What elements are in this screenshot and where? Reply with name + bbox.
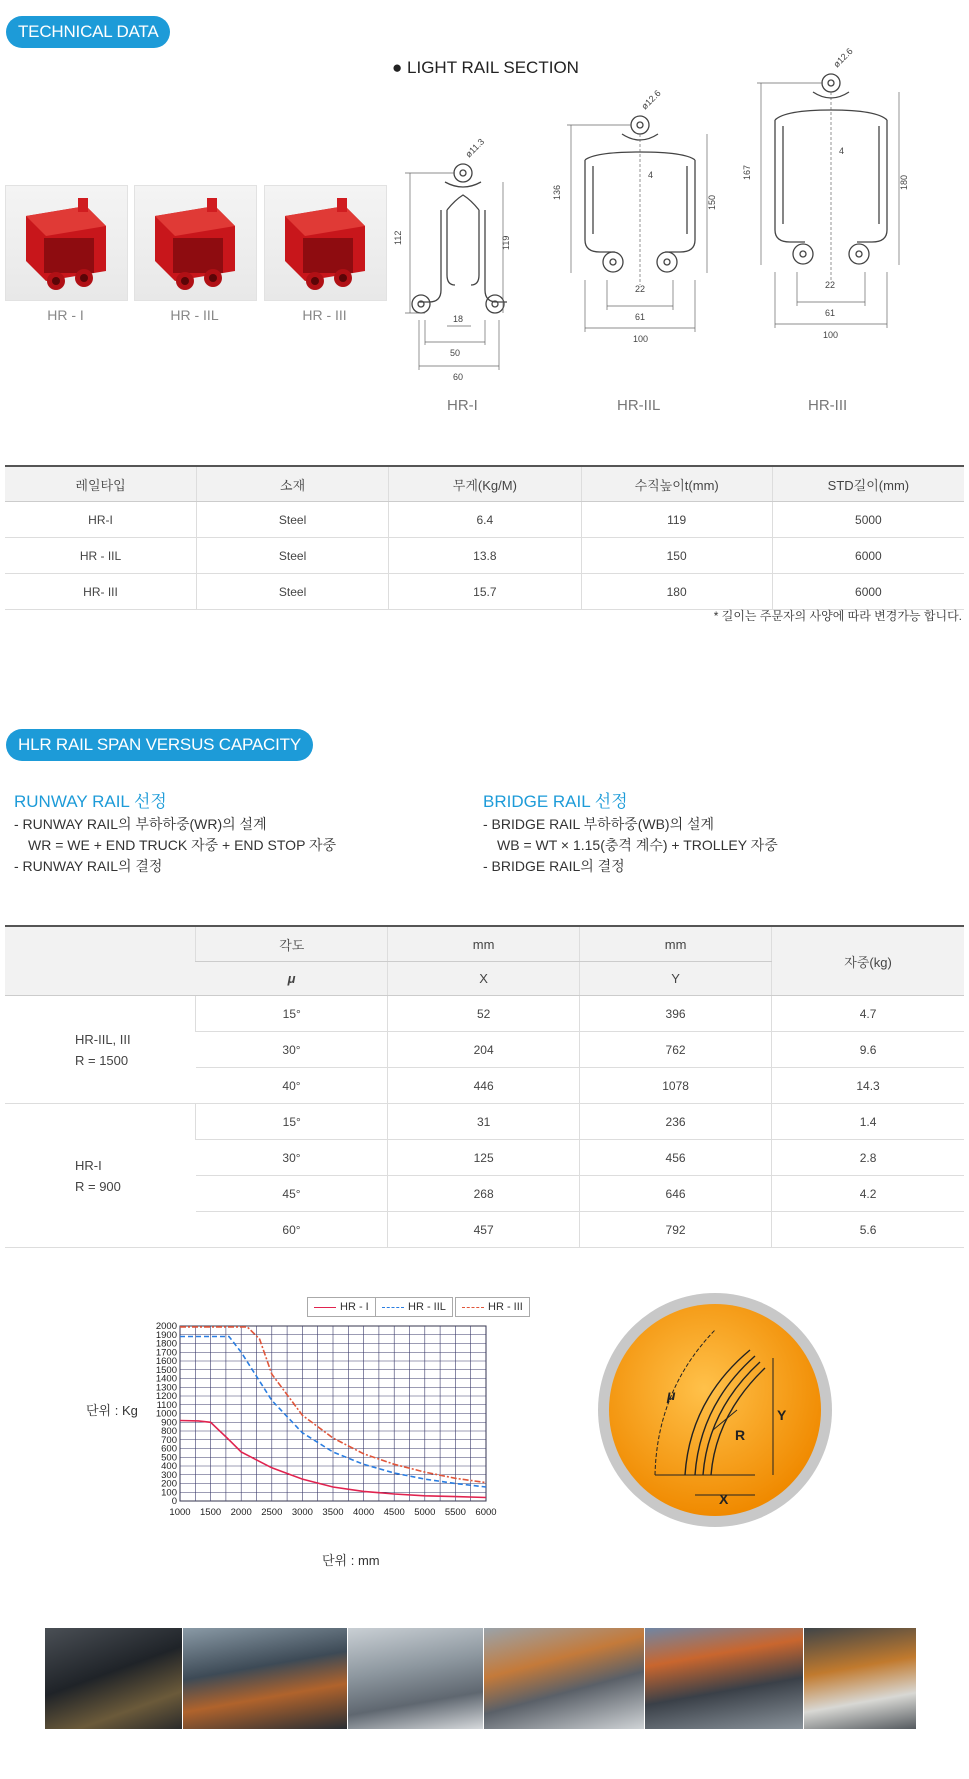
header-cell: 수직높이t(mm) bbox=[581, 466, 772, 502]
group-radius: R = 900 bbox=[75, 1178, 121, 1194]
y-tick-label: 800 bbox=[161, 1426, 177, 1437]
photo-label: HR - I bbox=[47, 307, 84, 323]
cell: HR- III bbox=[5, 574, 197, 610]
y-unit-label: 단위 : Kg bbox=[86, 1403, 138, 1418]
cell: 236 bbox=[580, 1104, 772, 1140]
dim-w-inner: 61 bbox=[635, 312, 646, 322]
cell: 40° bbox=[196, 1068, 388, 1104]
installation-photo bbox=[804, 1628, 916, 1729]
cell: 762 bbox=[580, 1032, 772, 1068]
runway-heading: RUNWAY RAIL 선정 bbox=[14, 792, 167, 811]
table-row bbox=[5, 538, 964, 574]
y-tick-label: 1000 bbox=[155, 1408, 177, 1420]
legend-label: HR - I bbox=[340, 1301, 369, 1313]
legend-hr-i bbox=[307, 1297, 376, 1317]
cell: HR - IIL bbox=[5, 538, 197, 574]
dim-t: 4 bbox=[648, 170, 654, 180]
r-label: R bbox=[735, 1427, 746, 1443]
red-rail-image bbox=[265, 186, 386, 300]
hr-i-profile bbox=[412, 164, 507, 313]
span-capacity-chart bbox=[140, 1318, 550, 1543]
group-label-cell bbox=[5, 996, 196, 1104]
x-tick-label: 2500 bbox=[261, 1507, 283, 1518]
legend-label: HR - III bbox=[488, 1301, 523, 1313]
header-cell: 소재 bbox=[197, 466, 389, 502]
dim-h1: 167 bbox=[742, 164, 752, 180]
cell: 204 bbox=[388, 1032, 580, 1068]
x-label: X bbox=[719, 1491, 729, 1507]
cell: 5000 bbox=[772, 502, 964, 538]
cell: 15° bbox=[196, 996, 388, 1032]
dim-h2: 150 bbox=[707, 194, 717, 210]
header-cell: 레일타입 bbox=[5, 466, 197, 502]
mu-label: μ bbox=[667, 1387, 676, 1403]
y-tick-label: 1800 bbox=[155, 1338, 177, 1350]
hr-iii-dimensions bbox=[757, 83, 899, 328]
x-tick-label: 6000 bbox=[475, 1507, 497, 1518]
y-tick-label: 100 bbox=[161, 1487, 177, 1499]
header-cell: 자중(kg) bbox=[772, 926, 964, 996]
header-cell: 무게(Kg/M) bbox=[389, 466, 581, 502]
y-label: Y bbox=[777, 1407, 787, 1423]
photo-label: HR - III bbox=[302, 307, 347, 323]
red-rail-image bbox=[6, 186, 127, 300]
cell: 456 bbox=[580, 1140, 772, 1176]
table-row bbox=[5, 502, 964, 538]
y-tick-label: 1100 bbox=[156, 1399, 177, 1411]
dim-w-outer: 60 bbox=[453, 372, 464, 382]
cell: 457 bbox=[388, 1212, 580, 1248]
y-tick-label: 300 bbox=[161, 1469, 177, 1481]
y-tick-label: 1500 bbox=[155, 1364, 177, 1376]
y-tick-label: 500 bbox=[161, 1452, 177, 1464]
cell: 6000 bbox=[772, 574, 964, 610]
runway-line-1: - RUNWAY RAIL의 부하하중(WR)의 설계 bbox=[14, 816, 267, 832]
technical-data-heading: TECHNICAL DATA bbox=[6, 16, 170, 48]
cell: 31 bbox=[388, 1104, 580, 1140]
red-rail-image bbox=[135, 186, 256, 300]
cell: 4.2 bbox=[772, 1176, 964, 1212]
table-row bbox=[5, 996, 964, 1032]
installation-photo bbox=[45, 1628, 182, 1729]
y-tick-label: 2000 bbox=[155, 1321, 177, 1332]
x-tick-label: 3500 bbox=[322, 1507, 344, 1518]
dim-h1: 136 bbox=[552, 184, 562, 200]
header-cell: mm bbox=[580, 926, 772, 962]
x-tick-label: 5000 bbox=[414, 1507, 436, 1518]
curve-diagram bbox=[595, 1290, 835, 1530]
cell: 15° bbox=[196, 1104, 388, 1140]
cell: 119 bbox=[581, 502, 772, 538]
dim-t: 4 bbox=[839, 146, 845, 156]
cell: 9.6 bbox=[772, 1032, 964, 1068]
dim-h2: 119 bbox=[501, 235, 511, 250]
installation-photo bbox=[183, 1628, 347, 1729]
cell: 396 bbox=[580, 996, 772, 1032]
cell: 5.6 bbox=[772, 1212, 964, 1248]
x-tick-label: 1500 bbox=[200, 1507, 222, 1518]
legend-line-icon bbox=[314, 1307, 336, 1308]
x-tick-label: 5500 bbox=[444, 1507, 466, 1518]
runway-line-2: WR = WE + END TRUCK 자중 + END STOP 자중 bbox=[28, 837, 337, 853]
installation-photo bbox=[348, 1628, 483, 1729]
group-label: HR-IIL, III bbox=[75, 1031, 131, 1047]
header-cell: μ bbox=[196, 962, 388, 996]
dim-h1: 112 bbox=[393, 230, 403, 245]
rail-photo-hr-i bbox=[5, 185, 128, 301]
table-header-row bbox=[5, 466, 964, 502]
cell: 150 bbox=[581, 538, 772, 574]
cell: 13.8 bbox=[389, 538, 581, 574]
y-tick-label: 0 bbox=[171, 1496, 177, 1507]
legend-label: HR - IIL bbox=[408, 1301, 446, 1313]
cell: 2.8 bbox=[772, 1140, 964, 1176]
cell: 6.4 bbox=[389, 502, 581, 538]
y-tick-label: 700 bbox=[161, 1434, 177, 1446]
cell: Steel bbox=[197, 502, 389, 538]
legend-line-icon bbox=[462, 1307, 484, 1308]
y-tick-label: 900 bbox=[161, 1417, 177, 1429]
bridge-heading: BRIDGE RAIL 선정 bbox=[483, 792, 628, 811]
y-tick-label: 1700 bbox=[155, 1347, 177, 1359]
dim-w-inner: 61 bbox=[825, 308, 836, 318]
header-cell: X bbox=[388, 962, 580, 996]
dim-gap: 18 bbox=[453, 314, 464, 324]
bridge-line-2: WB = WT × 1.15(충격 계수) + TROLLEY 자중 bbox=[497, 837, 778, 853]
dim-dia: ø12.6 bbox=[639, 88, 663, 112]
dim-w-inner: 50 bbox=[450, 348, 461, 358]
cell: 180 bbox=[581, 574, 772, 610]
rail-photo-hr-iii bbox=[264, 185, 387, 301]
rail-photo-hr-iil bbox=[134, 185, 257, 301]
bullet-icon: ● bbox=[392, 58, 403, 77]
cell: HR-I bbox=[5, 502, 197, 538]
diagram-caption: HR-III bbox=[808, 397, 848, 414]
y-tick-label: 1900 bbox=[155, 1329, 177, 1341]
header-cell: Y bbox=[580, 962, 772, 996]
cell: 446 bbox=[388, 1068, 580, 1104]
cell: 30° bbox=[196, 1032, 388, 1068]
cell: 14.3 bbox=[772, 1068, 964, 1104]
x-tick-label: 4500 bbox=[383, 1507, 405, 1518]
x-tick-label: 1000 bbox=[169, 1507, 191, 1518]
dim-w-outer: 100 bbox=[823, 330, 839, 340]
header-cell: mm bbox=[388, 926, 580, 962]
y-tick-label: 1300 bbox=[155, 1382, 177, 1394]
header-cell bbox=[5, 926, 196, 996]
y-tick-label: 600 bbox=[161, 1443, 177, 1455]
installation-photo bbox=[484, 1628, 644, 1729]
diagram-caption: HR-IIL bbox=[617, 397, 661, 414]
cell: 125 bbox=[388, 1140, 580, 1176]
cell: 792 bbox=[580, 1212, 772, 1248]
rail-spec-table bbox=[5, 465, 964, 610]
group-label-cell bbox=[5, 1104, 196, 1248]
group-label: HR-I bbox=[75, 1157, 102, 1173]
bridge-line-3: - BRIDGE RAIL의 결정 bbox=[483, 858, 625, 874]
capacity-table bbox=[5, 925, 964, 1248]
cell: 30° bbox=[196, 1140, 388, 1176]
cell: 268 bbox=[388, 1176, 580, 1212]
x-tick-label: 3000 bbox=[291, 1507, 313, 1518]
dim-gap: 22 bbox=[825, 280, 836, 290]
diagram-caption: HR-I bbox=[447, 397, 478, 414]
diagram-title-text: LIGHT RAIL SECTION bbox=[407, 58, 579, 77]
cell: Steel bbox=[197, 574, 389, 610]
dim-dia: ø12.6 bbox=[831, 46, 855, 70]
cell: Steel bbox=[197, 538, 389, 574]
span-capacity-heading: HLR RAIL SPAN VERSUS CAPACITY bbox=[6, 729, 313, 761]
y-tick-label: 200 bbox=[161, 1478, 177, 1490]
cell: 1078 bbox=[580, 1068, 772, 1104]
x-unit-label: 단위 : mm bbox=[322, 1553, 380, 1568]
x-tick-label: 4000 bbox=[353, 1507, 375, 1518]
installation-photo bbox=[645, 1628, 803, 1729]
legend-hr-iil bbox=[375, 1297, 453, 1317]
cell: 646 bbox=[580, 1176, 772, 1212]
y-tick-label: 1400 bbox=[155, 1373, 177, 1385]
dim-h2: 180 bbox=[899, 174, 909, 190]
y-tick-label: 400 bbox=[161, 1461, 177, 1472]
cell: 60° bbox=[196, 1212, 388, 1248]
cell: 52 bbox=[388, 996, 580, 1032]
bridge-line-1: - BRIDGE RAIL 부하하중(WB)의 설계 bbox=[483, 816, 715, 832]
table-row bbox=[5, 574, 964, 610]
x-tick-label: 2000 bbox=[230, 1507, 252, 1518]
photo-label: HR - IIL bbox=[170, 307, 219, 323]
table-row bbox=[5, 1104, 964, 1140]
dim-dia: ø11.3 bbox=[463, 136, 487, 160]
runway-line-3: - RUNWAY RAIL의 결정 bbox=[14, 858, 163, 874]
legend-line-icon bbox=[382, 1307, 404, 1308]
cell: 4.7 bbox=[772, 996, 964, 1032]
legend-hr-iii bbox=[455, 1297, 530, 1317]
header-cell: 각도 bbox=[196, 926, 388, 962]
cell: 15.7 bbox=[389, 574, 581, 610]
circle-fill bbox=[609, 1304, 821, 1516]
dim-w-outer: 100 bbox=[633, 334, 649, 344]
cell: 45° bbox=[196, 1176, 388, 1212]
y-tick-label: 1600 bbox=[155, 1356, 177, 1367]
header-cell: STD길이(mm) bbox=[772, 466, 964, 502]
group-radius: R = 1500 bbox=[75, 1052, 129, 1068]
cell: 1.4 bbox=[772, 1104, 964, 1140]
spec-note: * 길이는 주문자의 사양에 따라 변경가능 합니다. bbox=[713, 609, 962, 623]
y-tick-label: 1200 bbox=[155, 1391, 177, 1402]
cell: 6000 bbox=[772, 538, 964, 574]
dim-gap: 22 bbox=[635, 284, 646, 294]
